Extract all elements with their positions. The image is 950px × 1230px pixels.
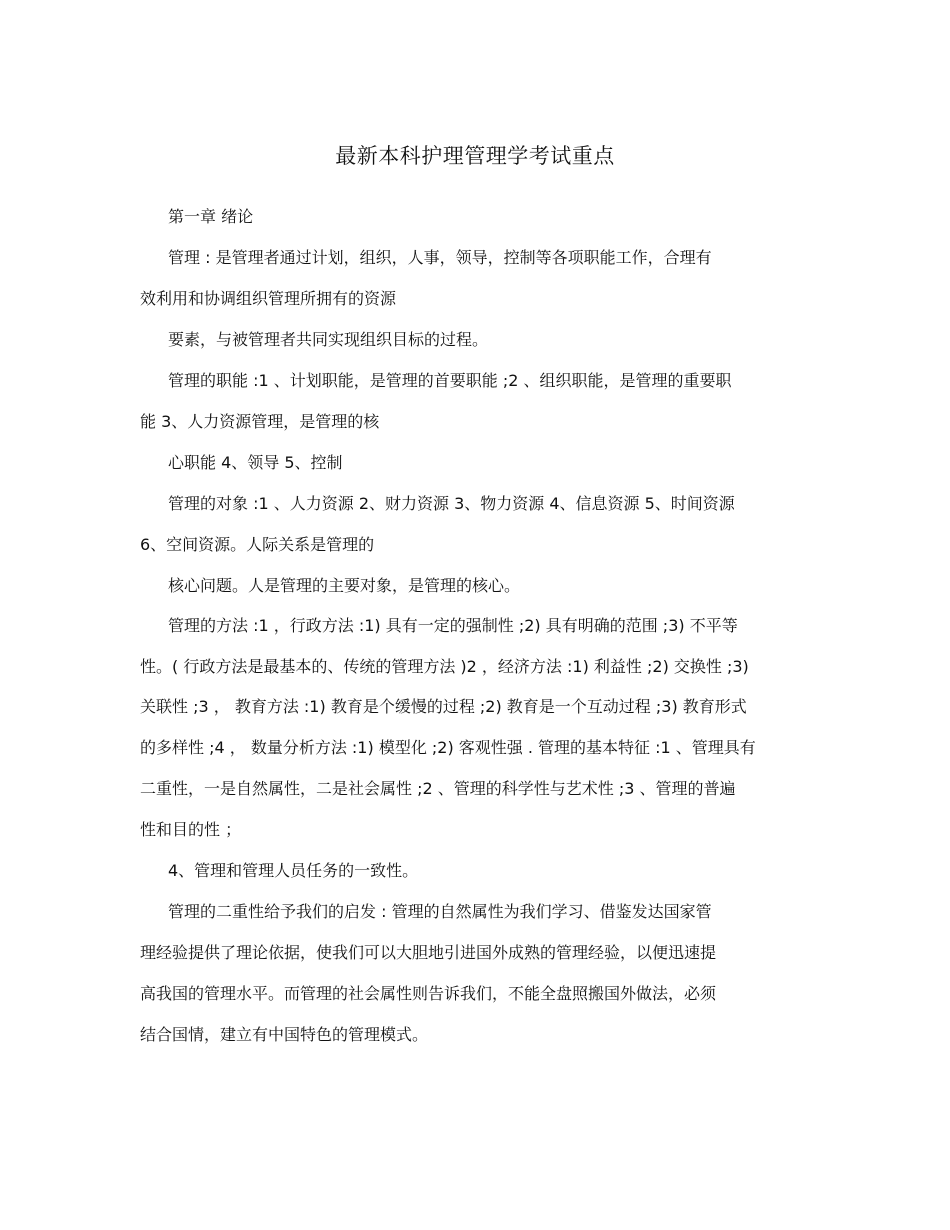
text-line: 的多样性 ;4 ， 数量分析方法 :1) 模型化 ;2) 客观性强 . 管理的基本特征 :1 、管理具有	[140, 738, 756, 757]
text-line: 管理的对象 :1 、人力资源 2、财力资源 3、物力资源 4、信息资源 5、时间资源	[168, 494, 735, 513]
text-line: 4、管理和管理人员任务的一致性。	[168, 861, 419, 880]
text-line: 性。( 行政方法是最基本的、传统的管理方法 )2 ，经济方法 :1) 利益性 ;2) 交换性 ;3)	[140, 657, 749, 676]
text-line: 核心问题。人是管理的主要对象，是管理的核心。	[168, 576, 521, 595]
text-line: 管理的职能 :1 、计划职能，是管理的首要职能 ;2 、组织职能，是管理的重要职	[168, 371, 732, 390]
text-line: 6、空间资源。人际关系是管理的	[140, 535, 375, 554]
text-line: 性和目的性 ；	[140, 820, 242, 839]
text-line: 高我国的管理水平。而管理的社会属性则告诉我们，不能全盘照搬国外做法，必须	[140, 984, 717, 1003]
document-title: 最新本科护理管理学考试重点	[335, 144, 615, 168]
chapter-heading: 第一章 绪论	[168, 207, 254, 226]
text-line: 能 3、人力资源管理，是管理的核	[140, 412, 380, 431]
text-line: 二重性，一是自然属性，二是社会属性 ;2 、管理的科学性与艺术性 ;3 、管理的普遍	[140, 779, 736, 798]
text-line: 要素，与被管理者共同实现组织目标的过程。	[168, 330, 489, 349]
text-line: 结合国情，建立有中国特色的管理模式。	[140, 1025, 429, 1044]
text-line: 关联性 ;3 ， 教育方法 :1) 教育是个缓慢的过程 ;2) 教育是一个互动过程 ;3) 教育形式	[140, 697, 747, 716]
text-line: 效利用和协调组织管理所拥有的资源	[140, 289, 397, 308]
text-line: 管理的方法 :1 ，行政方法 :1) 具有一定的强制性 ;2) 具有明确的范围 ;3) 不平等	[168, 616, 738, 635]
text-line: 管理 : 是管理者通过计划，组织，人事，领导，控制等各项职能工作，合理有	[168, 248, 712, 267]
text-line: 心职能 4、领导 5、控制	[168, 453, 343, 472]
text-line: 理经验提供了理论依据，使我们可以大胆地引进国外成熟的管理经验，以便迅速提	[140, 943, 717, 962]
text-line: 管理的二重性给予我们的启发 : 管理的自然属性为我们学习、借鉴发达国家管	[168, 902, 712, 921]
